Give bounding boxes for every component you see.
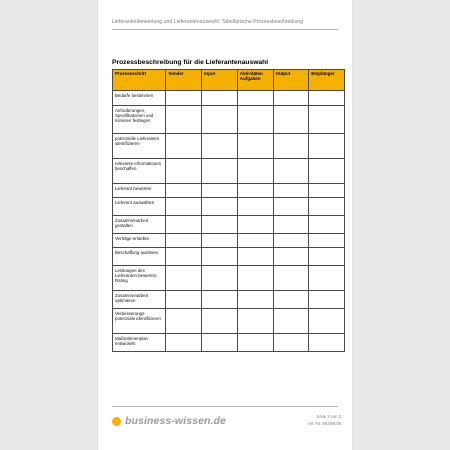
table-cell [273, 266, 309, 291]
table-cell [202, 309, 238, 334]
process-table [112, 69, 345, 352]
logo-text: business-wissen.de [125, 415, 227, 427]
process-step-cell: Zusammenarbeit optimieren [113, 291, 166, 309]
table-cell [166, 184, 202, 198]
table-cell [309, 134, 345, 159]
table-cell [273, 309, 309, 334]
column-header-empfaenger: Empfänger [309, 70, 345, 91]
table-cell [237, 91, 273, 106]
table-cell [202, 159, 238, 184]
column-header-input: Input [202, 70, 238, 91]
table-cell [166, 266, 202, 291]
table-cell [166, 216, 202, 234]
table-cell [237, 134, 273, 159]
table-cell [166, 134, 202, 159]
table-cell [202, 334, 238, 352]
table-cell [202, 106, 238, 134]
table-cell [309, 216, 345, 234]
table-cell [202, 91, 238, 106]
page-title: Prozessbeschreibung für die Lieferantenauswahl [112, 59, 269, 66]
table-cell [273, 198, 309, 216]
table-cell [237, 248, 273, 266]
table-cell [166, 159, 202, 184]
table-cell [237, 159, 273, 184]
process-step-cell: Leistungen des Lieferanten bewerten; Rating [113, 266, 166, 291]
table-cell [202, 266, 238, 291]
brand-logo [112, 415, 226, 427]
table-cell [237, 291, 273, 309]
process-step-cell: Beschaffung auslösen [113, 248, 166, 266]
column-header-prozessschritt: Prozessschritt [113, 70, 166, 91]
process-step-cell: Verträge erstellen [113, 234, 166, 248]
table-row [113, 91, 345, 106]
table-cell [202, 291, 238, 309]
document-header: Lieferantenbewertung und Lieferantenauswahl: Tabellarische Prozessbeschreibung [112, 19, 304, 25]
footer-divider [112, 406, 338, 407]
process-step-cell: Maßnahmenplan entwickeln [113, 334, 166, 352]
table-cell [237, 198, 273, 216]
table-cell [309, 291, 345, 309]
table-cell [166, 234, 202, 248]
process-step-cell: Anforderungen, Spezifikationen und Kriterien festlegen [113, 106, 166, 134]
table-cell [309, 234, 345, 248]
table-cell [273, 216, 309, 234]
page-number: Seite 3 von 3 [316, 414, 341, 419]
table-cell [309, 184, 345, 198]
table-cell [273, 159, 309, 184]
table-row [113, 198, 345, 216]
table-row [113, 309, 345, 334]
table-cell [202, 198, 238, 216]
table-cell [273, 291, 309, 309]
table-cell [273, 248, 309, 266]
process-step-cell: potenzielle Lieferanten identifizieren [113, 134, 166, 159]
table-cell [202, 248, 238, 266]
table-row [113, 134, 345, 159]
table-cell [166, 106, 202, 134]
table-cell [237, 334, 273, 352]
process-step-cell: Lieferant auswählen [113, 198, 166, 216]
table-row [113, 216, 345, 234]
table-cell [273, 134, 309, 159]
process-step-cell: Bedarfe bestimmen [113, 91, 166, 106]
table-cell [237, 234, 273, 248]
table-cell [166, 309, 202, 334]
table-cell [273, 184, 309, 198]
table-row [113, 234, 345, 248]
table-cell [309, 159, 345, 184]
table-cell [237, 309, 273, 334]
table-cell [309, 198, 345, 216]
table-header-row [113, 70, 345, 91]
process-step-cell: relevante Informationen beschaffen [113, 159, 166, 184]
table-cell [202, 184, 238, 198]
table-cell [309, 106, 345, 134]
process-step-cell: Lieferant bewerten [113, 184, 166, 198]
table-row [113, 291, 345, 309]
table-row [113, 159, 345, 184]
table-cell [309, 248, 345, 266]
process-step-cell: Zusammenarbeit gestalten [113, 216, 166, 234]
table-cell [273, 91, 309, 106]
table-cell [237, 106, 273, 134]
table-cell [166, 248, 202, 266]
table-cell [273, 106, 309, 134]
table-cell [166, 91, 202, 106]
page-info [308, 413, 341, 427]
table-cell [273, 334, 309, 352]
table-cell [309, 91, 345, 106]
table-cell [237, 216, 273, 234]
table-cell [237, 184, 273, 198]
table-row [113, 266, 345, 291]
table-cell [166, 291, 202, 309]
table-cell [273, 234, 309, 248]
column-header-output: Output [273, 70, 309, 91]
table-row [113, 334, 345, 352]
article-number: Art.-Nr. 99.069.05 [307, 421, 341, 427]
document-page [98, 0, 352, 450]
table-cell [309, 266, 345, 291]
table-cell [202, 134, 238, 159]
table-row [113, 184, 345, 198]
column-header-aktivitaeten: Aktivitäten Aufgaben [237, 70, 273, 91]
table-cell [166, 198, 202, 216]
table-row [113, 248, 345, 266]
table-cell [237, 266, 273, 291]
logo-dot-icon [112, 417, 121, 426]
process-step-cell: Verbesserungs-potenziale identifizieren [113, 309, 166, 334]
table-cell [309, 309, 345, 334]
header-divider [112, 29, 338, 30]
table-cell [309, 334, 345, 352]
column-header-sender: Sender [166, 70, 202, 91]
table-cell [202, 234, 238, 248]
table-row [113, 106, 345, 134]
table-cell [202, 216, 238, 234]
table-cell [166, 334, 202, 352]
